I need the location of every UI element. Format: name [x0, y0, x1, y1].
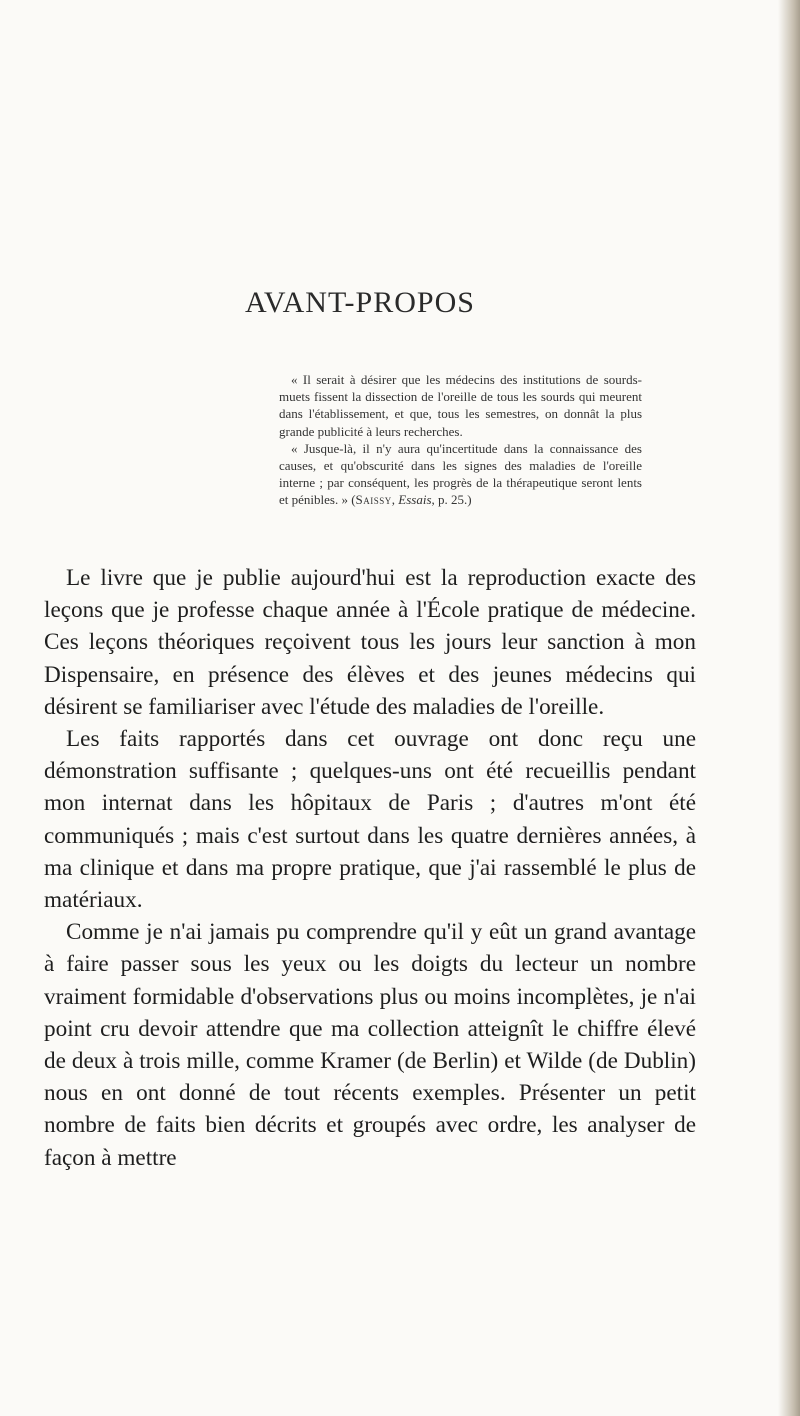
body-paragraph-3: Comme je n'ai jamais pu comprendre qu'il y eût un grand avantage à faire passer sous les yeux ou les doigts du lecteur un nombre vraiment formidable d'observations plus ou moins incomplètes, je n'ai point cru devoir attendre que ma collection atteignît le chiffre élevé de deux à trois mille, comme Kramer (de Berlin) et Wilde (de Dublin) nous en ont donné de tout récents exemples. Présenter un petit nombre de faits bien décrits et groupés avec ordre, les analyser de façon à mettre: [44, 919, 696, 1171]
epigraph-paragraph-2-text: « Jusque-là, il n'y aura qu'incertitude dans la connaissance des causes, et qu'obscurité dans les signes des maladies de l'oreille interne ; par conséquent, les progrès de la thérapeutique seront lents et pénibles. » (: [279, 440, 642, 508]
epigraph-author: Saissy: [355, 492, 392, 508]
body-text: [44, 562, 696, 1174]
body-paragraph-2: Les faits rapportés dans cet ouvrage ont donc reçu une démonstration suffisante ; quelques-uns ont été recueillis pendant mon internat dans les hôpitaux de Paris ; d'autres m'ont été communiqués ; mais c'est surtout dans les quatre dernières années, à ma clinique et dans ma propre pratique, que j'ai rassemblé le plus de matériaux.: [44, 726, 696, 914]
epigraph-work-title: Essais: [398, 492, 432, 508]
epigraph-paragraph-1: « Il serait à désirer que les médecins des institutions de sourds-muets fissent la dissection de l'oreille de tous les sourds qui meurent dans l'établissement, et que, tous les semestres, on donnât la plus grande publicité à leurs recherches.: [279, 372, 642, 439]
epigraph-separator: ,: [391, 492, 399, 508]
page-heading: AVANT-PROPOS: [245, 286, 475, 319]
body-paragraph-1: Le livre que je publie aujourd'hui est la reproduction exacte des leçons que je professe chaque année à l'École pratique de médecine. Ces leçons théoriques reçoivent tous les jours leur sanction à mon Dispensaire, en présence des élèves et des jeunes médecins qui désirent se familiariser avec l'étude des maladies de l'oreille.: [44, 565, 696, 720]
epigraph: [279, 371, 642, 509]
page-edge-shadow: [778, 0, 800, 1416]
epigraph-paragraph-2: [279, 440, 642, 509]
epigraph-reference: , p. 25.): [431, 492, 472, 508]
